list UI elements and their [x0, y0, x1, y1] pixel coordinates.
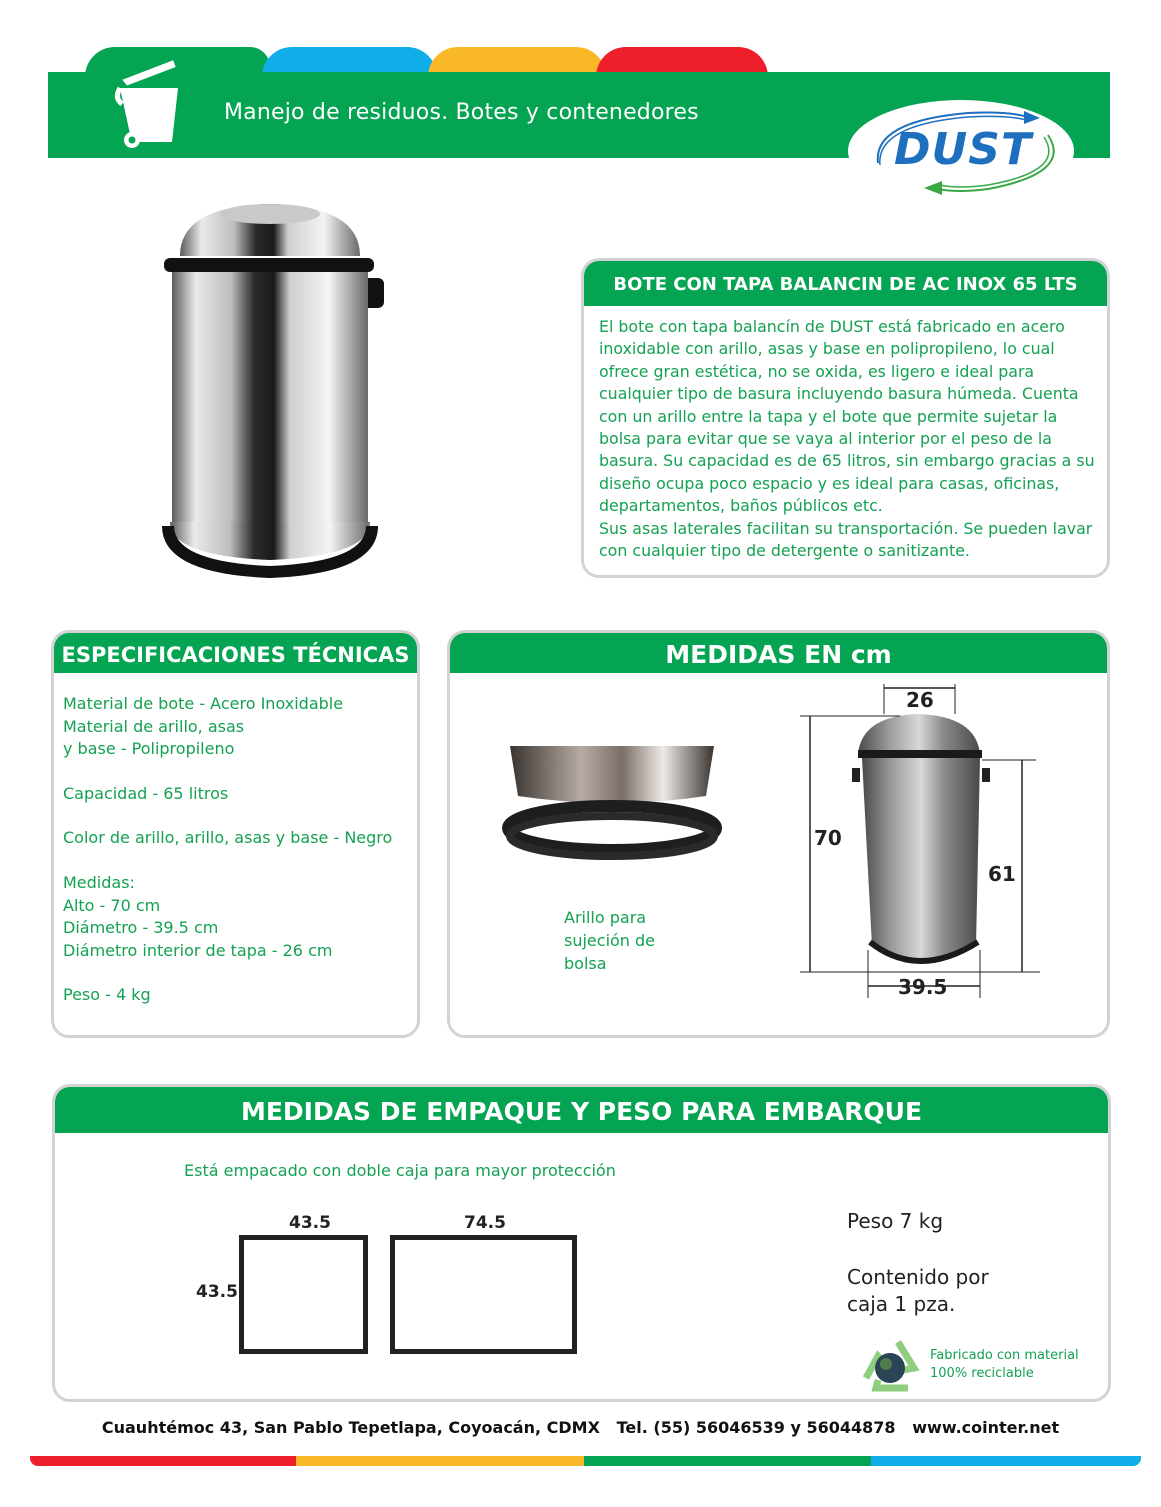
spec-peso: Peso - 4 kg	[63, 985, 151, 1005]
dimension-diameter: 39.5	[898, 975, 948, 999]
specs-title: ESPECIFICACIONES TÉCNICAS	[54, 633, 417, 673]
spec-material-arillo: y base - Polipropileno	[63, 739, 235, 759]
product-image	[160, 196, 388, 592]
lid-and-ring-image	[500, 740, 725, 862]
packing-content: caja 1 pza.	[847, 1292, 956, 1316]
trash-bin-icon	[112, 58, 182, 150]
description-title: BOTE CON TAPA BALANCIN DE AC INOX 65 LTS	[584, 261, 1107, 306]
footer-stripe-red	[30, 1456, 296, 1466]
description-panel	[581, 258, 1110, 578]
spec-color: Color de arillo, arillo, asas y base - Negro	[63, 828, 393, 848]
ring-caption: sujeción de	[564, 931, 656, 950]
footer-stripe-green	[584, 1456, 871, 1466]
box2-width-label: 74.5	[464, 1213, 506, 1233]
spec-diametro-tapa: Diámetro interior de tapa - 26 cm	[63, 940, 333, 960]
dimension-top-width: 26	[906, 688, 934, 712]
header-title: Manejo de residuos. Botes y contenedores	[224, 100, 699, 125]
box2-outline	[390, 1235, 577, 1354]
footer-stripe-blue	[871, 1456, 1141, 1466]
spec-alto: Alto - 70 cm	[63, 895, 161, 915]
packing-note: Está empacado con doble caja para mayor protección	[184, 1161, 616, 1180]
description-paragraph: Sus asas laterales facilitan su transportación. Se pueden lavar con cualquier tipo de detergente o sanitizante.	[599, 518, 1093, 561]
packing-title: MEDIDAS DE EMPAQUE Y PESO PARA EMBARQUE	[55, 1087, 1108, 1133]
box1-outline	[239, 1235, 368, 1354]
footer-stripe-yellow	[296, 1456, 584, 1466]
specs-panel	[51, 630, 420, 1038]
dimension-body-height: 61	[988, 862, 1016, 886]
packing-weight: Peso 7 kg	[847, 1209, 944, 1233]
ring-caption: bolsa	[564, 954, 607, 973]
measures-title: MEDIDAS EN cm	[450, 633, 1107, 673]
packing-content: Contenido por	[847, 1265, 989, 1289]
spec-material-arillo: Material de arillo, asas	[63, 716, 245, 736]
recycle-globe-icon	[858, 1334, 922, 1394]
spec-capacidad: Capacidad - 65 litros	[63, 783, 229, 803]
description-paragraph: El bote con tapa balancín de DUST está fabricado en acero inoxidable con arillo, asas y base en polipropileno, lo cual ofrece gran estética, no se oxida, es ligero e ideal para cualquier tipo de basura incluyendo basura húmeda. Cuenta con un arillo entre la tapa y el bote que permite sujetar la bolsa para evitar que se vaya al interior por el peso de la basura. Su capacidad es de 65 litros, sin embargo gracias a su diseño ocupa poco espacio y es ideal para casas, oficinas, departamentos, baños públicos etc.	[599, 317, 1095, 516]
ring-caption: Arillo para	[564, 908, 647, 927]
spec-diametro: Diámetro - 39.5 cm	[63, 918, 219, 938]
spec-medidas-label: Medidas:	[63, 872, 135, 892]
box1-width-label: 43.5	[289, 1213, 331, 1233]
brand-name: DUST	[894, 124, 1032, 175]
spec-material-bote: Material de bote - Acero Inoxidable	[63, 694, 344, 713]
dimension-total-height: 70	[814, 826, 842, 850]
recycle-text: 100% reciclable	[930, 1366, 1034, 1381]
recycle-text: Fabricado con material	[930, 1348, 1079, 1363]
box1-height-label: 43.5	[196, 1282, 238, 1302]
footer-contact: Cuauhtémoc 43, San Pablo Tepetlapa, Coyoacán, CDMX Tel. (55) 56046539 y 56044878 www.cointer.net	[101, 1418, 1060, 1437]
